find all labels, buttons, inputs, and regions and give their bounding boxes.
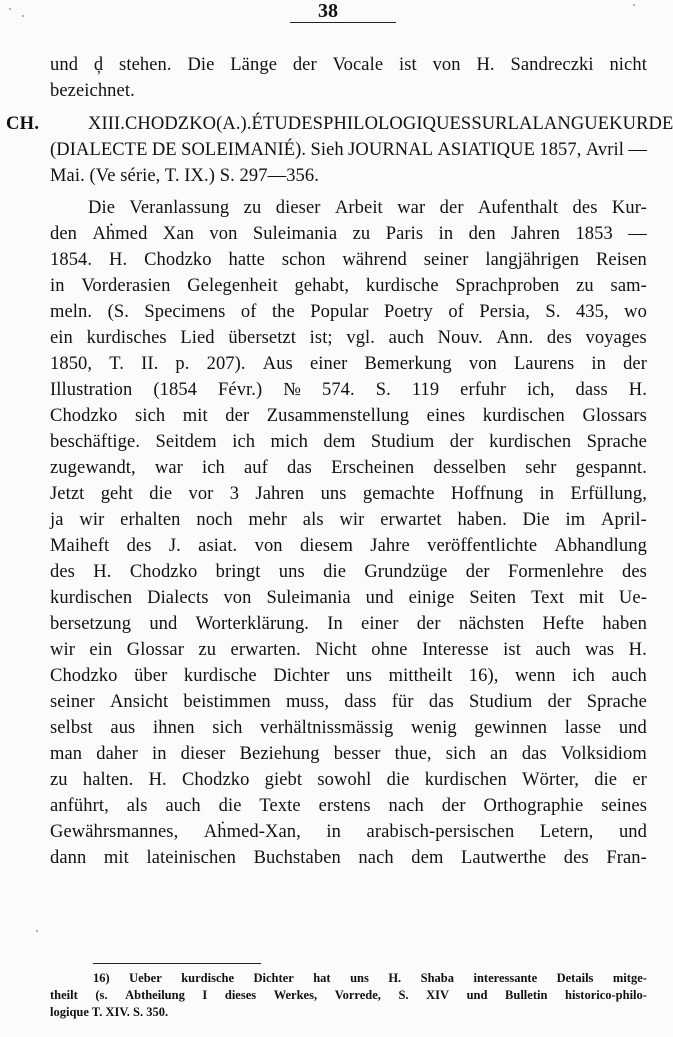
text-line: Chodzko sich mit der Zusammenstellung eines kurdischen Glossars (50, 406, 647, 426)
text-line: selbst aus ihnen sich verhältnissmässig wenig gewinnen lasse und (50, 718, 647, 738)
text-line: zu halten. H. Chodzko giebt sowohl die kurdischen Wörter, die er (50, 770, 647, 790)
text-line: Gewährsmannes, Aḣmed-Xan, in arabisch-persischen Letern, und (50, 822, 647, 842)
scan-speck (22, 15, 24, 17)
text-line: 1854. H. Chodzko hatte schon während seiner langjährigen Reisen (50, 250, 647, 270)
text-line: kurdischen Dialects von Suleimania und einige Seiten Text mit Ue- (50, 588, 647, 608)
text-line: Chodzko über kurdische Dichter uns mittheilt 16), wenn ich auch (50, 666, 647, 686)
scan-speck (9, 8, 11, 10)
text-line: seiner Ansicht beistimmen muss, dass für das Studium der Sprache (50, 692, 647, 712)
text-line: man daher in dieser Beziehung besser thue, sich an das Volksidiom (50, 744, 647, 764)
page-number: 38 (318, 0, 338, 22)
text-line: Illustration (1854 Févr.) № 574. S. 119 erfuhr ich, dass H. (50, 380, 647, 400)
text-line: dann mit lateinischen Buchstaben nach dem Lautwerthe des Fran- (50, 848, 647, 868)
text-line: beschäftige. Seitdem ich mich dem Studium der kurdischen Sprache (50, 432, 647, 452)
footnote-line: theilt (s. Abtheilung I dieses Werkes, Vorrede, S. XIV und Bulletin historico-philo- (50, 988, 647, 1002)
text-line: wir ein Glossar zu erwarten. Nicht ohne Interesse ist auch was H. (50, 640, 647, 660)
footnote-line: 16) Ueber kurdische Dichter hat uns H. Shaba interessante Details mitge- (93, 971, 647, 985)
text-line: bezeichnet. (50, 81, 135, 101)
text-line: 1850, T. II. p. 207). Aus einer Bemerkung von Laurens in der (50, 354, 647, 374)
text-line: den Aḣmed Xan von Suleimania zu Paris in den Jahren 1853 — (50, 224, 647, 244)
text-line: des H. Chodzko bringt uns die Grundzüge der Formenlehre des (50, 562, 647, 582)
footnote-rule (93, 963, 261, 964)
section-marker: CH. (6, 114, 40, 134)
text-line: bersetzung und Worterklärung. In einer der nächsten Hefte haben (50, 614, 647, 634)
text-line: Jetzt geht die vor 3 Jahren uns gemachte Hoffnung in Erfüllung, (50, 484, 647, 504)
text-line: (DIALECTE DE SOLEIMANIÉ). Sieh JOURNAL ASIATIQUE 1857, Avril — (50, 140, 647, 160)
text-line: meln. (S. Specimens of the Popular Poetry of Persia, S. 435, wo (50, 302, 647, 322)
text-line: Die Veranlassung zu dieser Arbeit war der Aufenthalt des Kur- (88, 198, 647, 218)
text-line: Maiheft des J. asiat. von diesem Jahre veröffentlichte Abhandlung (50, 536, 647, 556)
header-rule (290, 22, 396, 23)
text-line: ein kurdisches Lied übersetzt ist; vgl. auch Nouv. Ann. des voyages (50, 328, 647, 348)
text-line: ja wir erhalten noch mehr als wir erwartet haben. Die im April- (50, 510, 647, 530)
scan-speck (633, 4, 635, 6)
text-line: anführt, als auch die Texte erstens nach der Orthographie seines (50, 796, 647, 816)
text-line: in Vorderasien Gelegenheit gehabt, kurdische Sprachproben zu sam- (50, 276, 647, 296)
scan-speck (36, 930, 38, 932)
text-line: und ḑ stehen. Die Länge der Vocale ist von H. Sandreczki nicht (50, 55, 647, 75)
footnote-line: logique T. XIV. S. 350. (50, 1005, 169, 1019)
text-line: zugewandt, war ich auf das Erscheinen desselben sehr gespannt. (50, 458, 647, 478)
text-line: Mai. (Ve série, T. IX.) S. 297—356. (50, 166, 319, 186)
text-line: XIII. CHODZKO (A.). ÉTUDES PHILOLOGIQUES SUR LA LANGUE KURDE (88, 114, 673, 134)
